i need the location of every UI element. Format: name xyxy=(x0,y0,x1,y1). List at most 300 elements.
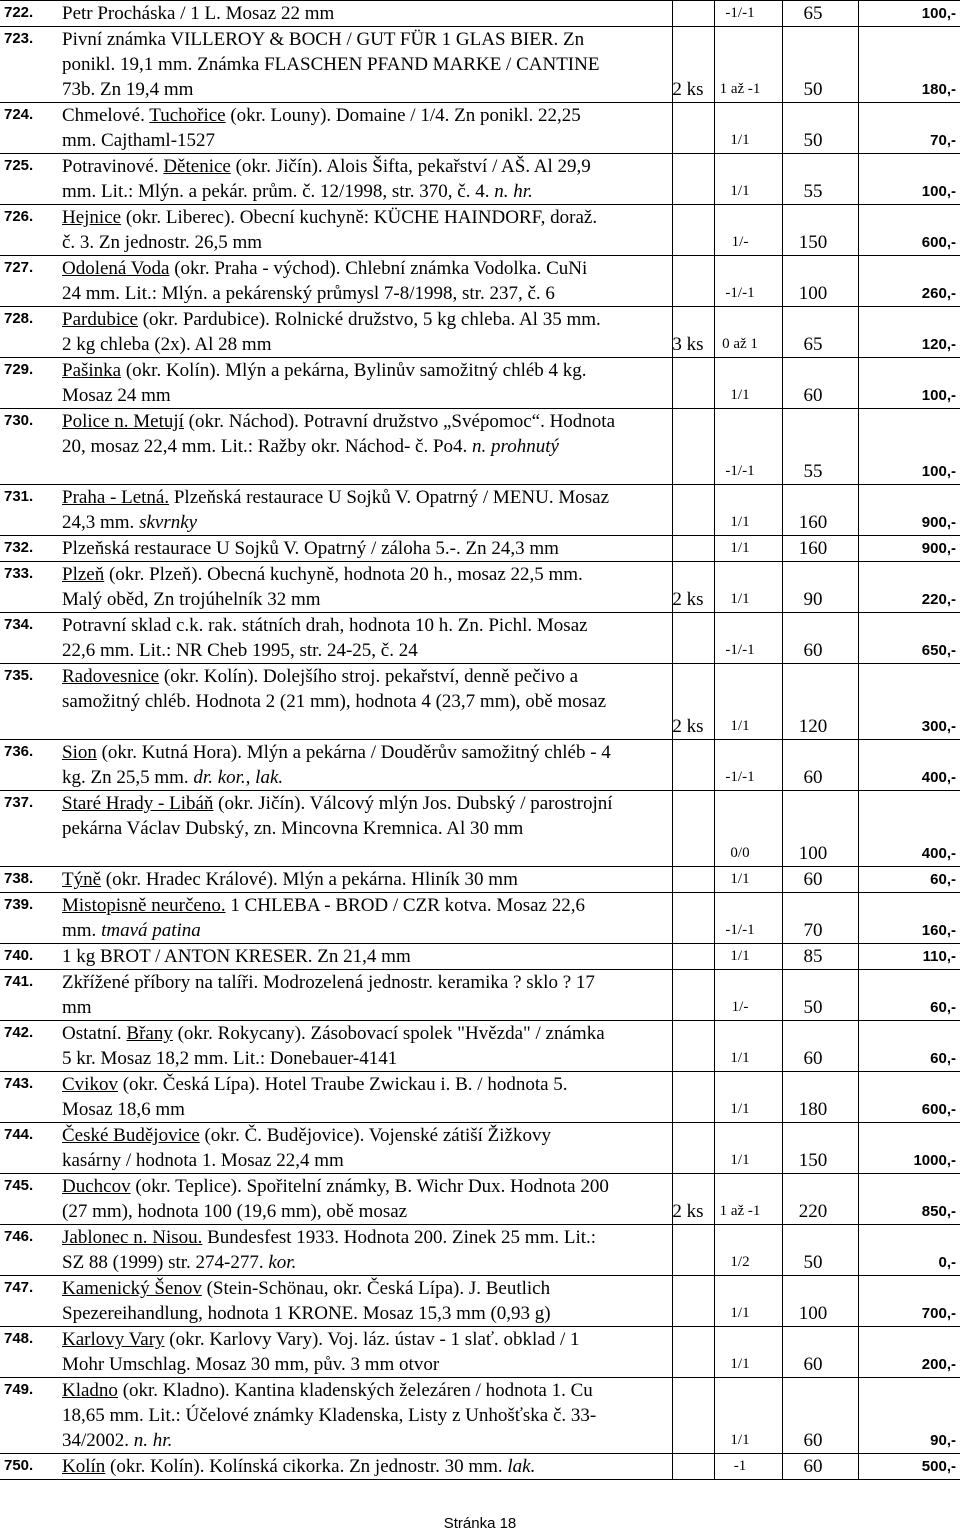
starting-price: 90 xyxy=(803,589,823,610)
catalog-entry xyxy=(0,1378,960,1454)
description-line xyxy=(62,1,670,26)
catalog-entry xyxy=(0,893,960,944)
description-line xyxy=(62,816,670,841)
description-text: 34/2002. xyxy=(62,1430,134,1451)
entry-description xyxy=(62,867,670,892)
condition-note: dr. kor., lak. xyxy=(193,767,284,788)
description-line xyxy=(62,1428,670,1453)
catalog-entry xyxy=(0,1123,960,1174)
description-text: (okr. Kladno). Kantina kladenských železáren / hodnota 1. Cu xyxy=(117,1380,593,1401)
description-line xyxy=(62,281,670,306)
entry-values xyxy=(664,1,960,26)
estimate-price: 100,- xyxy=(921,5,956,22)
description-line xyxy=(62,1454,670,1479)
condition-note: n. hr. xyxy=(133,1430,173,1451)
description-text: 2 kg chleba (2x). Al 28 mm xyxy=(62,334,272,355)
description-line xyxy=(62,714,670,739)
description-text: (Stein-Schönau, okr. Česká Lípa). J. Beutlich xyxy=(201,1278,551,1299)
estimate-price: 400,- xyxy=(921,845,956,862)
starting-price: 160 xyxy=(798,512,828,533)
estimate-price: 1000,- xyxy=(913,1152,956,1169)
description-text: 24,3 mm. xyxy=(62,512,140,533)
condition-grade: 1/1 xyxy=(730,540,750,556)
entry-description xyxy=(62,205,670,255)
condition-grade: -1/-1 xyxy=(725,285,755,301)
description-text: Mosaz 18,6 mm xyxy=(62,1099,185,1120)
entry-values xyxy=(664,1301,960,1326)
starting-price: 50 xyxy=(803,997,823,1018)
description-line xyxy=(62,1123,670,1148)
condition-grade: 1 až -1 xyxy=(719,81,761,97)
description-line xyxy=(62,638,670,663)
starting-price: 120 xyxy=(798,716,828,737)
entry-values xyxy=(664,714,960,739)
estimate-price: 100,- xyxy=(921,387,956,404)
estimate-price: 900,- xyxy=(921,540,956,557)
quantity: 3 ks xyxy=(672,334,704,355)
description-line xyxy=(62,230,670,255)
place-name: Radovesnice xyxy=(62,666,160,687)
starting-price: 85 xyxy=(803,946,823,967)
description-text: (okr. Kolín). Dolejšího stroj. pekařství, denně pečivo a xyxy=(159,666,579,687)
entry-number: 739. xyxy=(4,896,34,913)
estimate-price: 100,- xyxy=(921,183,956,200)
entry-values xyxy=(664,510,960,535)
description-line xyxy=(62,1301,670,1326)
place-name: Karlovy Vary xyxy=(62,1329,165,1350)
description-text: mm xyxy=(62,997,92,1018)
description-line xyxy=(62,689,670,714)
catalog-entry xyxy=(0,1225,960,1276)
description-line xyxy=(62,1225,670,1250)
entry-values xyxy=(664,1428,960,1453)
description-line xyxy=(62,841,670,866)
entry-description xyxy=(62,1072,670,1122)
estimate-price: 100,- xyxy=(921,463,956,480)
description-line xyxy=(62,256,670,281)
entry-number: 745. xyxy=(4,1177,34,1194)
description-text: mm. Cajthaml-1527 xyxy=(62,130,216,151)
estimate-price: 70,- xyxy=(930,132,956,149)
entry-description xyxy=(62,562,670,612)
description-line xyxy=(62,485,670,510)
starting-price: 220 xyxy=(798,1201,828,1222)
estimate-price: 90,- xyxy=(930,1432,956,1449)
place-name: Pardubice xyxy=(62,309,138,330)
entry-number: 747. xyxy=(4,1279,34,1296)
catalog-entry xyxy=(0,1,960,27)
catalog-entry xyxy=(0,970,960,1021)
entry-description xyxy=(62,664,670,739)
catalog-entry xyxy=(0,307,960,358)
starting-price: 160 xyxy=(798,538,828,559)
entry-values xyxy=(664,332,960,357)
place-name: České Budějovice xyxy=(62,1125,200,1146)
entry-description xyxy=(62,1276,670,1326)
description-line xyxy=(62,154,670,179)
condition-note: lak. xyxy=(507,1456,536,1477)
description-line xyxy=(62,510,670,535)
entry-values xyxy=(664,638,960,663)
entry-number: 746. xyxy=(4,1228,34,1245)
description-text: Potravinové. xyxy=(62,156,164,177)
starting-price: 65 xyxy=(803,334,823,355)
description-text: 24 mm. Lit.: Mlýn. a pekárenský průmysl 7-8/1998, str. 237, č. 6 xyxy=(62,283,555,304)
estimate-price: 900,- xyxy=(921,514,956,531)
quantity: 2 ks xyxy=(672,79,704,100)
description-text: č. 3. Zn jednostr. 26,5 mm xyxy=(62,232,263,253)
entry-description xyxy=(62,1378,670,1453)
entry-number: 749. xyxy=(4,1381,34,1398)
starting-price: 150 xyxy=(798,232,828,253)
condition-grade: 1/1 xyxy=(730,1101,750,1117)
description-text: (okr. Česká Lípa). Hotel Traube Zwickau i. B. / hodnota 5. xyxy=(117,1074,568,1095)
catalog-entry xyxy=(0,1021,960,1072)
description-text: mm. xyxy=(62,920,102,941)
description-text: kg. Zn 25,5 mm. xyxy=(62,767,194,788)
place-name: Dětenice xyxy=(163,156,231,177)
estimate-price: 0,- xyxy=(938,1254,956,1271)
entry-values xyxy=(664,1199,960,1224)
description-text: (okr. Jičín). Válcový mlýn Jos. Dubský / parostrojní xyxy=(213,793,613,814)
place-name: Cvikov xyxy=(62,1074,118,1095)
description-text: samožitný chléb. Hodnota 2 (21 mm), hodnota 4 (23,7 mm), obě mosaz xyxy=(62,691,607,712)
description-line xyxy=(62,103,670,128)
description-text: Spezereihandlung, hodnota 1 KRONE. Mosaz 15,3 mm (0,93 g) xyxy=(62,1303,551,1324)
description-line xyxy=(62,179,670,204)
entry-values xyxy=(664,765,960,790)
quantity: 2 ks xyxy=(672,589,704,610)
condition-grade: 1/1 xyxy=(730,1356,750,1372)
entry-values xyxy=(664,1352,960,1377)
condition-grade: 1/1 xyxy=(730,948,750,964)
description-line xyxy=(62,536,670,561)
starting-price: 60 xyxy=(803,640,823,661)
description-text: (okr. Pardubice). Rolnické družstvo, 5 kg chleba. Al 35 mm. xyxy=(137,309,601,330)
entry-description xyxy=(62,409,670,484)
description-text: (okr. Č. Budějovice). Vojenské zátiší Žižkovy xyxy=(199,1125,551,1146)
entry-description xyxy=(62,1327,670,1377)
description-line xyxy=(62,128,670,153)
description-line xyxy=(62,867,670,892)
description-line xyxy=(62,409,670,434)
description-line xyxy=(62,1199,670,1224)
description-line xyxy=(62,1148,670,1173)
condition-grade: 0 až 1 xyxy=(722,336,758,352)
starting-price: 180 xyxy=(798,1099,828,1120)
catalog-entry xyxy=(0,1072,960,1123)
catalog-entry xyxy=(0,27,960,103)
estimate-price: 400,- xyxy=(921,769,956,786)
entry-description xyxy=(62,485,670,535)
entry-number: 731. xyxy=(4,488,34,505)
starting-price: 100 xyxy=(798,283,828,304)
estimate-price: 600,- xyxy=(921,234,956,251)
condition-grade: 1/1 xyxy=(730,591,750,607)
description-line xyxy=(62,791,670,816)
entry-description xyxy=(62,1225,670,1275)
catalog-entry xyxy=(0,1454,960,1480)
description-line xyxy=(62,77,670,102)
description-text: Mosaz 24 mm xyxy=(62,385,171,406)
place-name: Mistopisně neurčeno. xyxy=(62,895,226,916)
place-name: Tuchořice xyxy=(149,105,226,126)
starting-price: 60 xyxy=(803,869,823,890)
description-text: (okr. Jičín). Alois Šifta, pekařství / AŠ. Al 29,9 xyxy=(230,156,591,177)
condition-grade: -1/-1 xyxy=(725,5,755,21)
catalog-entry xyxy=(0,944,960,970)
entry-number: 740. xyxy=(4,947,34,964)
condition-grade: -1/-1 xyxy=(725,769,755,785)
entry-values xyxy=(664,944,960,969)
description-text: 5 kr. Mosaz 18,2 mm. Lit.: Donebauer-4141 xyxy=(62,1048,398,1069)
entry-description xyxy=(62,1021,670,1071)
description-line xyxy=(62,664,670,689)
description-line xyxy=(62,383,670,408)
catalog-entry xyxy=(0,205,960,256)
description-line xyxy=(62,307,670,332)
estimate-price: 60,- xyxy=(930,999,956,1016)
entry-number: 727. xyxy=(4,259,34,276)
catalog-entry xyxy=(0,358,960,409)
entry-values xyxy=(664,1250,960,1275)
place-name: Kolín xyxy=(62,1456,106,1477)
condition-grade: 1/1 xyxy=(730,1050,750,1066)
condition-grade: 1/2 xyxy=(730,1254,750,1270)
condition-grade: 1/1 xyxy=(730,871,750,887)
entry-number: 748. xyxy=(4,1330,34,1347)
description-text: (okr. Praha - východ). Chlební známka Vodolka. CuNi xyxy=(169,258,588,279)
estimate-price: 300,- xyxy=(921,718,956,735)
starting-price: 65 xyxy=(803,3,823,24)
entry-description xyxy=(62,27,670,102)
entry-description xyxy=(62,1174,670,1224)
description-text: (okr. Louny). Domaine / 1/4. Zn ponikl. 22,25 xyxy=(225,105,581,126)
entry-description xyxy=(62,154,670,204)
starting-price: 100 xyxy=(798,843,828,864)
entry-values xyxy=(664,1097,960,1122)
entry-description xyxy=(62,1123,670,1173)
catalog-entry xyxy=(0,485,960,536)
description-text: Petr Procháska / 1 L. Mosaz 22 mm xyxy=(62,3,335,24)
entry-number: 738. xyxy=(4,870,34,887)
entry-description xyxy=(62,358,670,408)
entry-description xyxy=(62,970,670,1020)
entry-values xyxy=(664,383,960,408)
entry-values xyxy=(664,536,960,561)
estimate-price: 60,- xyxy=(930,871,956,888)
condition-note: n. prohnutý xyxy=(472,436,559,457)
entry-values xyxy=(664,867,960,892)
place-name: Kamenický Šenov xyxy=(62,1278,202,1299)
description-line xyxy=(62,1250,670,1275)
estimate-price: 60,- xyxy=(930,1050,956,1067)
entry-values xyxy=(664,1046,960,1071)
description-text: (okr. Kolín). Mlýn a pekárna, Bylinův samožitný chléb 4 kg. xyxy=(121,360,587,381)
catalog-entry xyxy=(0,791,960,867)
entry-number: 725. xyxy=(4,157,34,174)
place-name: Odolená Voda xyxy=(62,258,170,279)
entry-values xyxy=(664,459,960,484)
entry-values xyxy=(664,841,960,866)
condition-grade: 1/1 xyxy=(730,132,750,148)
place-name: Staré Hrady - Libáň xyxy=(62,793,214,814)
description-text: pekárna Václav Dubský, zn. Mincovna Kremnica. Al 30 mm xyxy=(62,818,524,839)
condition-note: tmavá patina xyxy=(101,920,201,941)
entry-number: 736. xyxy=(4,743,34,760)
description-line xyxy=(62,434,670,459)
condition-grade: 1/1 xyxy=(730,718,750,734)
condition-grade: -1/-1 xyxy=(725,463,755,479)
estimate-price: 160,- xyxy=(921,922,956,939)
catalog-entry xyxy=(0,256,960,307)
place-name: Plzeň xyxy=(62,564,105,585)
estimate-price: 850,- xyxy=(921,1203,956,1220)
description-text: 73b. Zn 19,4 mm xyxy=(62,79,194,100)
entry-description xyxy=(62,1,670,26)
catalog-entry xyxy=(0,613,960,664)
condition-note: n. hr. xyxy=(494,181,533,202)
description-text: Bundesfest 1933. Hodnota 200. Zinek 25 mm. Lit.: xyxy=(202,1227,597,1248)
description-line xyxy=(62,944,670,969)
estimate-price: 200,- xyxy=(921,1356,956,1373)
description-text: (okr. Teplice). Spořitelní známky, B. Wichr Dux. Hodnota 200 xyxy=(130,1176,609,1197)
description-text: ponikl. 19,1 mm. Známka FLASCHEN PFAND MARKE / CANTINE xyxy=(62,54,600,75)
page-footer: Stránka 18 xyxy=(443,1515,517,1532)
place-name: Jablonec n. Nisou. xyxy=(62,1227,203,1248)
entry-number: 744. xyxy=(4,1126,34,1143)
estimate-price: 600,- xyxy=(921,1101,956,1118)
place-name: Týně xyxy=(62,869,102,890)
description-text: (okr. Liberec). Obecní kuchyně: KÜCHE HAINDORF, dorаž. xyxy=(121,207,598,228)
entry-description xyxy=(62,740,670,790)
description-line xyxy=(62,332,670,357)
entry-values xyxy=(664,587,960,612)
description-line xyxy=(62,1046,670,1071)
entry-number: 722. xyxy=(4,4,34,21)
description-text: Plzeňská restaurace U Sojků V. Opatrný / MENU. Mosaz xyxy=(169,487,610,508)
description-line xyxy=(62,995,670,1020)
description-line xyxy=(62,1276,670,1301)
condition-grade: 1 až -1 xyxy=(719,1203,761,1219)
catalog-entry xyxy=(0,536,960,562)
estimate-price: 500,- xyxy=(921,1458,956,1475)
condition-grade: 1/1 xyxy=(730,1432,750,1448)
catalog-entry xyxy=(0,740,960,791)
description-line xyxy=(62,27,670,52)
starting-price: 70 xyxy=(803,920,823,941)
entry-values xyxy=(664,918,960,943)
catalog-entry xyxy=(0,562,960,613)
description-line xyxy=(62,918,670,943)
description-text: Zkřížené příbory na talíři. Modrozelená jednostr. keramika ? sklo ? 17 xyxy=(62,972,595,993)
entry-description xyxy=(62,1454,670,1479)
description-line xyxy=(62,358,670,383)
entry-description xyxy=(62,944,670,969)
entry-description xyxy=(62,613,670,663)
description-text: Chmelové. xyxy=(62,105,150,126)
description-line xyxy=(62,562,670,587)
catalog-entry xyxy=(0,154,960,205)
description-text: mm. Lit.: Mlýn. a pekár. prům. č. 12/1998, str. 370, č. 4. xyxy=(62,181,495,202)
starting-price: 50 xyxy=(803,79,823,100)
estimate-price: 120,- xyxy=(921,336,956,353)
estimate-price: 110,- xyxy=(922,948,956,965)
description-line xyxy=(62,587,670,612)
description-text: 1 kg BROT / ANTON KRESER. Zn 21,4 mm xyxy=(62,946,411,967)
description-line xyxy=(62,1072,670,1097)
estimate-price: 650,- xyxy=(921,642,956,659)
entry-number: 735. xyxy=(4,667,34,684)
description-text: (okr. Kolín). Kolínská cikorka. Zn jednostr. 30 mm. xyxy=(105,1456,508,1477)
catalog-entry xyxy=(0,867,960,893)
catalog-entry xyxy=(0,103,960,154)
starting-price: 60 xyxy=(803,1354,823,1375)
condition-grade: 1/1 xyxy=(730,1305,750,1321)
description-text: Potravní sklad c.k. rak. státních drah, hodnota 10 h. Zn. Pichl. Mosaz xyxy=(62,615,588,636)
description-line xyxy=(62,1327,670,1352)
description-line xyxy=(62,1097,670,1122)
description-line xyxy=(62,1403,670,1428)
place-name: Praha - Letná. xyxy=(62,487,170,508)
starting-price: 60 xyxy=(803,1430,823,1451)
place-name: Police n. Metují xyxy=(62,411,184,432)
description-line xyxy=(62,1021,670,1046)
starting-price: 55 xyxy=(803,461,823,482)
entry-number: 741. xyxy=(4,973,34,990)
condition-grade: 1/1 xyxy=(730,387,750,403)
description-line xyxy=(62,1352,670,1377)
description-line xyxy=(62,459,670,484)
place-name: Břany xyxy=(126,1023,173,1044)
condition-grade: 1/- xyxy=(731,234,749,250)
entry-description xyxy=(62,307,670,357)
description-text: (okr. Rokycany). Zásobovací spolek "Hvězda" / známka xyxy=(172,1023,605,1044)
description-text: 1 CHLEBA - BROD / CZR kotva. Mosaz 22,6 xyxy=(225,895,585,916)
place-name: Sion xyxy=(62,742,97,763)
starting-price: 60 xyxy=(803,767,823,788)
entry-number: 726. xyxy=(4,208,34,225)
entry-values xyxy=(664,995,960,1020)
catalog-entry xyxy=(0,1276,960,1327)
condition-grade: 1/1 xyxy=(730,1152,750,1168)
entry-description xyxy=(62,893,670,943)
entry-number: 733. xyxy=(4,565,34,582)
estimate-price: 260,- xyxy=(921,285,956,302)
quantity: 2 ks xyxy=(672,1201,704,1222)
description-line xyxy=(62,1378,670,1403)
starting-price: 60 xyxy=(803,1048,823,1069)
place-name: Hejnice xyxy=(62,207,122,228)
entry-values xyxy=(664,128,960,153)
entry-number: 750. xyxy=(4,1457,34,1474)
description-text: kasárny / hodnota 1. Mosaz 22,4 mm xyxy=(62,1150,344,1171)
catalog-entry xyxy=(0,1327,960,1378)
entry-values xyxy=(664,1148,960,1173)
description-line xyxy=(62,613,670,638)
description-text: (okr. Plzeň). Obecná kuchyně, hodnota 20 h., mosaz 22,5 mm. xyxy=(104,564,583,585)
condition-grade: -1/-1 xyxy=(725,642,755,658)
entry-values xyxy=(664,230,960,255)
entry-values xyxy=(664,77,960,102)
starting-price: 100 xyxy=(798,1303,828,1324)
description-text: 20, mosaz 22,4 mm. Lit.: Ražby okr. Náchod- č. Po4. xyxy=(62,436,473,457)
description-text: (27 mm), hodnota 100 (19,6 mm), obě mosaz xyxy=(62,1201,408,1222)
entry-description xyxy=(62,256,670,306)
entry-number: 729. xyxy=(4,361,34,378)
condition-grade: 1/- xyxy=(731,999,749,1015)
description-text: 22,6 mm. Lit.: NR Cheb 1995, str. 24-25, č. 24 xyxy=(62,640,418,661)
